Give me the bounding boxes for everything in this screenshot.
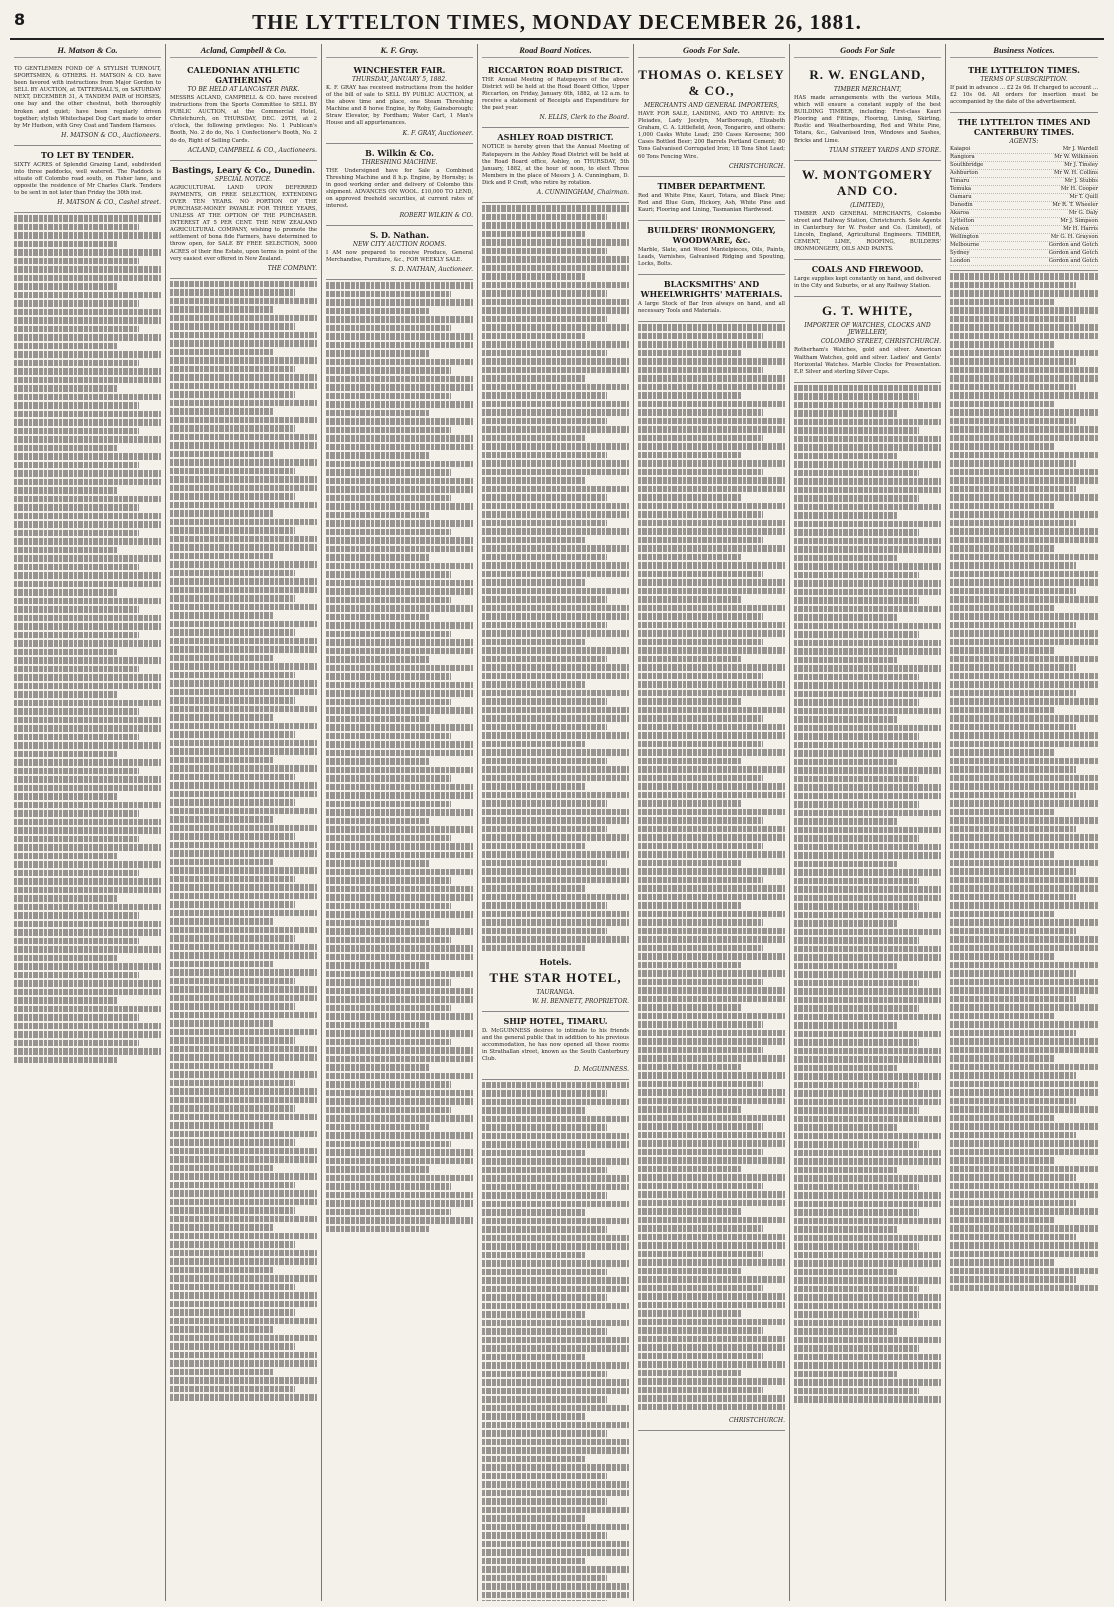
ad-subtitle: TERMS OF SUBSCRIPTION. bbox=[980, 76, 1068, 83]
advertisement bbox=[326, 61, 473, 144]
ad-signature: H. MATSON & CO., Cashel street. bbox=[57, 199, 161, 207]
ad-subtitle: TO BE HELD AT LANCASTER PARK. bbox=[187, 86, 300, 93]
masthead bbox=[10, 6, 1104, 40]
ad-text: K. F. GRAY has received instructions from the holder of the bill of sale to SELL BY PUBLIC AUCTION, at the above time and place, one Steam Threshing Machine and 8 horse Engine, by Roby, Gainsborough; Straw Elevator, by Fordham; Water Cart, 1 Man's House and all appurtenances. bbox=[326, 85, 473, 127]
advertisement bbox=[950, 113, 1098, 271]
advertisement bbox=[950, 61, 1098, 113]
ad-title: BLACKSMITHS' AND WHEELWRIGHTS' MATERIALS. bbox=[640, 279, 783, 300]
column-3 bbox=[322, 44, 478, 1601]
column-7 bbox=[946, 44, 1102, 1601]
ad-text: Marble, Slate, and Wood Mantelpieces, Oils, Paints, Leads, Varnishes, Galvanised Ridging and Spouting, Locks, Bolts. bbox=[638, 246, 785, 268]
ad-text: TO GENTLEMEN FOND OF A STYLISH TURNOUT, SPORTSMEN, & OTHERS. H. MATSON & CO. have been favored with instructions from Major Gordon to SELL BY AUCTION, at TATTERSALL'S, on SATURDAY NEXT, DECEMBER 31, A TANDEM PAIR of HORSES, one bay and the other chestnut, both thoroughly broken and quiet; have been regularly driven together; stylish Whitechapel Dog Cart made to order by Mr Hudson, with Grey Coat and Tandem Harness. bbox=[14, 66, 161, 129]
ad-text: SIXTY ACRES of Splendid Grazing Land, subdivided into three paddocks, well watered. The Paddock is situate off Colombo road south, on Fisher lane, and opposite the residence of Mr Charles Clark. Tenders to be sent in not later than Friday the 30th inst. bbox=[14, 161, 161, 197]
ad-text: Rotherham's Watches, gold and silver. American Waltham Watches, gold and silver. Ladies' and Gents' Horizontal Watches. Marble Clocks for Presentation. E.P. Silver and sterling Silver Cups. bbox=[794, 347, 941, 375]
column-header: Road Board Notices. bbox=[482, 44, 629, 58]
ad-signature: CHRISTCHURCH. bbox=[729, 1417, 785, 1425]
column-header: K. F. Gray. bbox=[326, 44, 473, 58]
ad-text: Red and White Pine, Kauri, Totara, and Black Pine; Red and Blue Gum, Hickory, Ash, White Pine and Kauri; Flooring and Lining, Tasmanian Hardwood. bbox=[638, 192, 785, 213]
ad-subtitle: AGENTS: bbox=[1009, 138, 1039, 146]
column-4 bbox=[478, 44, 634, 1601]
column-header: Business Notices. bbox=[950, 44, 1098, 58]
ad-signature: COLOMBO STREET, CHRISTCHURCH. bbox=[820, 338, 941, 346]
ad-text: THE Annual Meeting of Ratepayers of the above District will be held at the Road Board Office, Upper Riccarton, on Friday, January 6th, 1882, at 12 a.m. to receive a statement of Receipts and Expenditure for the past year. bbox=[482, 77, 629, 112]
list-item: Melbourne Gordon and Gotch bbox=[950, 242, 1098, 249]
ad-title: TO LET BY TENDER. bbox=[40, 149, 135, 160]
column-2 bbox=[166, 44, 322, 1601]
ad-subtitle: TIMBER MERCHANT, bbox=[833, 86, 902, 93]
ad-signature: ACLAND, CAMPBELL & CO., Auctioneers. bbox=[187, 146, 317, 154]
column-filler bbox=[482, 205, 629, 951]
column-filler bbox=[482, 1082, 629, 1602]
ad-title: B. Wilkin & Co. bbox=[365, 147, 434, 158]
ad-title: RICCARTON ROAD DISTRICT. bbox=[487, 65, 624, 75]
ad-signature: D. McGUINNESS. bbox=[574, 1065, 629, 1073]
advertisement bbox=[170, 61, 317, 161]
ad-title: TIMBER DEPARTMENT. bbox=[657, 180, 766, 191]
advertisement bbox=[482, 1012, 629, 1079]
ad-signature: THE COMPANY. bbox=[267, 264, 317, 272]
ad-title: SHIP HOTEL, TIMARU. bbox=[503, 1016, 608, 1027]
newspaper-title: THE LYTTELTON TIMES, MONDAY DECEMBER 26, 1881. bbox=[252, 10, 862, 34]
list-item: Akaroa Mr G. Daly bbox=[950, 210, 1098, 217]
ad-subtitle: SPECIAL NOTICE. bbox=[214, 175, 273, 183]
advertisement bbox=[638, 1412, 785, 1431]
ad-display-name: G. T. WHITE, bbox=[821, 303, 914, 319]
ad-subtitle: THURSDAY, JANUARY 5, 1882. bbox=[351, 76, 448, 83]
ad-signature: N. ELLIS, Clerk to the Board. bbox=[539, 114, 629, 122]
ad-title: Bastings, Leary & Co., Dunedin. bbox=[171, 164, 316, 175]
column-filler bbox=[326, 282, 473, 1232]
ad-subtitle: MERCHANTS AND GENERAL IMPORTERS, bbox=[644, 102, 779, 109]
ad-signature: S. D. NATHAN, Auctioneer. bbox=[390, 266, 473, 274]
ad-signature: A. CUNNINGHAM, Chairman. bbox=[536, 189, 629, 197]
advertisement bbox=[170, 161, 317, 279]
ad-text: A large Stock of Bar Iron always on hand, and all necessary Tools and Materials. bbox=[638, 301, 785, 315]
ad-display-name: W. MONTGOMERY AND CO. bbox=[801, 166, 934, 198]
column-5 bbox=[634, 44, 790, 1601]
ad-text: TIMBER AND GENERAL MERCHANTS, Colombo street and Railway Station, Christchurch. Sole Agents in Canterbury for W. Foster and Co. (Limited), of Lincoln, England, Agricultural Engineers. TIMBER, CEMENT, LIME, ROOFING, BUILDERS' IRONMONGERY, OILS AND PAINTS. bbox=[794, 210, 941, 253]
list-item: Nelson Mr H. Harris bbox=[950, 226, 1098, 233]
section-heading: Hotels. bbox=[539, 957, 572, 968]
ad-title: THE LYTTELTON TIMES AND CANTERBURY TIMES. bbox=[957, 117, 1091, 138]
advertisement bbox=[638, 221, 785, 275]
advertisement bbox=[638, 61, 785, 177]
ad-text: AGRICULTURAL LAND UPON DEFERRED PAYMENTS, OR FREE SELECTION, EXTENDING OVER TEN YEARS. NO PORTION OF THE PURCHASE-MONEY PAYABLE FOR THREE YEARS, UNLESS AT THE OPTION OF THE PURCHASER. INTEREST AT 5 PER CENT. THE NEW ZEALAND AGRICULTURAL COMPANY, wishing to promote the settlement of bona fide Farmers, have determined to throw open, for SALE BY FREE SELECTION, 5000 ACRES of their fine Estate, upon terms in point of the very easiest ever offered in New Zealand. bbox=[170, 184, 317, 262]
list-item: London Gordon and Gotch bbox=[950, 258, 1098, 265]
list-item: Oamaru Mr T. Quill bbox=[950, 194, 1098, 201]
ad-signature: CHRISTCHURCH. bbox=[729, 162, 785, 170]
advertisement bbox=[14, 61, 161, 146]
ad-text: If paid in advance ... £2 2s 0d. If charged to account ... £2 10s 0d. All orders for insertion must be accompanied by the date of the advertisement. bbox=[950, 85, 1098, 106]
advertisement bbox=[794, 161, 941, 261]
ad-text: D. McGUINNESS desires to intimate to his friends and the general public that in addition to his previous accommodation, he has now opened all those rooms in Strathallan street, known as the South Canterbury Club. bbox=[482, 1028, 629, 1063]
ad-title: CALEDONIAN ATHLETIC GATHERING bbox=[187, 65, 300, 85]
column-filler bbox=[950, 273, 1098, 1291]
ad-subtitle: NEW CITY AUCTION ROOMS. bbox=[352, 241, 447, 249]
ad-subtitle: THRESHING MACHINE. bbox=[361, 158, 438, 166]
column-filler bbox=[794, 385, 941, 1403]
ad-title: S. D. Nathan. bbox=[369, 230, 430, 241]
ad-display-name: THE STAR HOTEL, bbox=[489, 970, 622, 986]
ad-subtitle: TAURANGA. bbox=[536, 989, 575, 997]
column-6 bbox=[790, 44, 946, 1601]
ad-display-name: R. W. ENGLAND, bbox=[809, 67, 926, 82]
list-item: Timaru Mr J. Stubbs bbox=[950, 178, 1098, 185]
columns-container bbox=[10, 44, 1104, 1601]
list-item: Wellington Mr G. H. Grayson bbox=[950, 234, 1098, 241]
ad-text: I AM now prepared to receive Produce, General Merchandise, Furniture, &c., FOR WEEKLY SALE. bbox=[326, 250, 473, 264]
ad-text: THE Undersigned have for Sale a Combined Threshing Machine and 8 h.p. Engine, by Hornsby; is in good working order and delivery of Colombo this shipment. ADVANCES ON WOOL. £10,000 TO LEND, on approved freehold securities, at current rates of interest. bbox=[326, 167, 473, 210]
advertisement bbox=[14, 146, 161, 213]
ad-text: HAVE FOR SALE, LANDING, AND TO ARRIVE: Ex Pleiades, Lady Jocelyn, Marlborough, Elizabeth Graham, C. A. Littlefield, Avon, Tongariro, and others: 1,000 Casks White Lead; 250 Cases Kerosene; 500 Cases Bottled Beer; 200 Barrels Portland Cement; 80 Tons Galvanised Corrugated Iron; 18 Tons Shot Lead; 60 Tons Fencing Wire. bbox=[638, 111, 785, 160]
ad-text: HAS made arrangements with the various Mills, which will ensure a constant supply of the best BUILDING TIMBER, including: First-class Kauri Flooring and Fittings, Flooring, Lining, Skirting, Rustic and Weatherboarding, Red and White Pine, Totara, &c., Galvanised Iron, Windows and Sashes, Bricks and Lime. bbox=[794, 95, 941, 144]
ad-text: NOTICE is hereby given that the Annual Meeting of Ratepayers in the Ashley Road District will be held at the Road Board office, Ashley, on THURSDAY, 5th January, 1882, at the hour of noon, to elect Three Members in the place of Messrs J. A. Cunningham, D. Dick and P. Croft, who retire by rotation. bbox=[482, 144, 629, 186]
advertisement bbox=[326, 144, 473, 227]
page-number: 8 bbox=[14, 10, 26, 29]
column-header: Goods For Sale. bbox=[638, 44, 785, 58]
ad-title: BUILDERS' IRONMONGERY, WOODWARE, &c. bbox=[647, 224, 776, 245]
advertisement bbox=[638, 275, 785, 322]
list-item: Temuka Mr H. Cooper bbox=[950, 186, 1098, 193]
advertisement bbox=[638, 177, 785, 221]
ad-signature: W. H. BENNETT, PROPRIETOR. bbox=[532, 998, 629, 1006]
ad-text: Large supplies kept constantly on hand, and delivered in the City and Suburbs, or at any Railway Station. bbox=[794, 276, 941, 290]
advertisement bbox=[482, 953, 629, 1012]
ad-signature: H. MATSON & CO., Auctioneers. bbox=[61, 131, 161, 139]
list-item: Dunedin Mr R. T. Wheeler bbox=[950, 202, 1098, 209]
ad-subtitle: (LIMITED), bbox=[850, 201, 885, 209]
ad-subtitle: IMPORTER OF WATCHES, CLOCKS AND JEWELLERY, bbox=[804, 322, 931, 337]
list-item: Kaiapoi Mr J. Wardell bbox=[950, 146, 1098, 153]
column-header: Goods For Sale bbox=[794, 44, 941, 58]
ad-signature: ROBERT WILKIN & CO. bbox=[399, 212, 473, 220]
ad-signature: K. F. GRAY, Auctioneer. bbox=[402, 129, 473, 137]
column-filler bbox=[170, 281, 317, 1401]
advertisement bbox=[482, 128, 629, 203]
ad-title: THE LYTTELTON TIMES. bbox=[968, 65, 1080, 75]
ad-title: COALS AND FIREWOOD. bbox=[811, 264, 924, 275]
advertisement bbox=[326, 226, 473, 280]
advertisement bbox=[482, 61, 629, 128]
list-item: Rangiora Mr W. Wilkinson bbox=[950, 154, 1098, 161]
column-1 bbox=[10, 44, 166, 1601]
advertisement bbox=[794, 260, 941, 297]
list-item: Southbridge Mr J. Tinsley bbox=[950, 162, 1098, 169]
ad-signature: TUAM STREET YARDS AND STORE. bbox=[829, 146, 941, 154]
ad-display-name: THOMAS O. KELSEY & CO., bbox=[638, 67, 785, 98]
column-filler bbox=[14, 215, 161, 1063]
list-item: Lyttelton Mr J. Simpson bbox=[950, 218, 1098, 225]
list-item: Sydney Gordon and Gotch bbox=[950, 250, 1098, 257]
advertisement bbox=[794, 61, 941, 161]
ad-title: WINCHESTER FAIR. bbox=[353, 65, 446, 75]
agents-list bbox=[950, 146, 1098, 266]
ad-title: ASHLEY ROAD DISTRICT. bbox=[497, 132, 614, 143]
column-header: H. Matson & Co. bbox=[14, 44, 161, 58]
column-filler bbox=[638, 324, 785, 1410]
advertisement bbox=[794, 297, 941, 382]
list-item: Ashburton Mr W. H. Collins bbox=[950, 170, 1098, 177]
ad-text: MESSRS ACLAND, CAMPBELL & CO. have received instructions from the Sports Committee to SELL BY PUBLIC AUCTION, at the Commercial Hotel, Christchurch, on THURSDAY, DEC. 29TH, at 2 o'clock, the following privileges: No. 1 Publican's Booth, No. 2 do do, No. 1 Confectioner's Booth, No. 2 do do, Right of Selling Cards. bbox=[170, 95, 317, 144]
column-header: Acland, Campbell & Co. bbox=[170, 44, 317, 58]
